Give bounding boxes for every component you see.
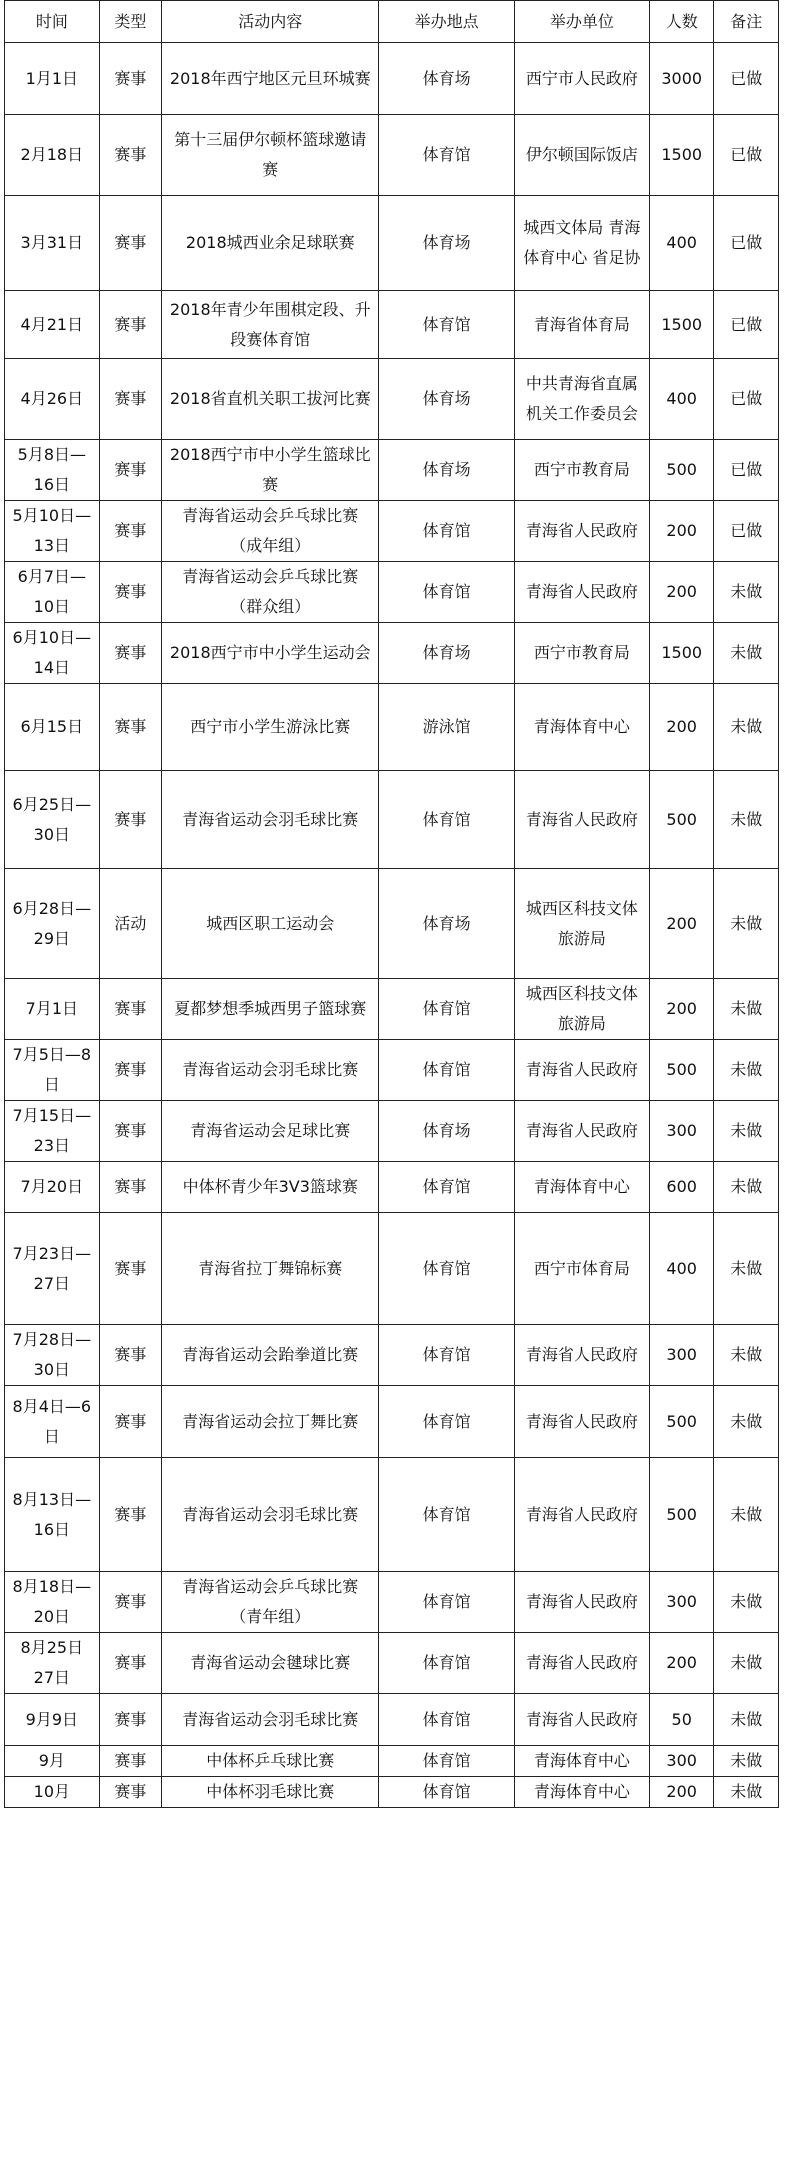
table-row <box>5 43 779 115</box>
table-row <box>5 1633 779 1694</box>
cell-activity: 青海省运动会跆拳道比赛 <box>162 1325 379 1386</box>
header-venue: 举办地点 <box>379 1 514 43</box>
cell-note: 未做 <box>714 684 779 771</box>
cell-organizer: 青海体育中心 <box>514 1746 649 1777</box>
cell-date: 5月10日—13日 <box>5 501 100 562</box>
cell-note: 未做 <box>714 1633 779 1694</box>
cell-organizer: 西宁市人民政府 <box>514 43 649 115</box>
cell-type: 活动 <box>99 869 161 979</box>
cell-date: 8月4日—6日 <box>5 1386 100 1458</box>
cell-date: 7月20日 <box>5 1162 100 1213</box>
cell-activity: 西宁市小学生游泳比赛 <box>162 684 379 771</box>
cell-organizer: 青海省人民政府 <box>514 1572 649 1633</box>
cell-venue: 体育馆 <box>379 1213 514 1325</box>
cell-activity: 青海省运动会乒乓球比赛（成年组） <box>162 501 379 562</box>
cell-activity: 2018西宁市中小学生篮球比赛 <box>162 440 379 501</box>
cell-date: 7月5日—8日 <box>5 1040 100 1101</box>
cell-note: 已做 <box>714 291 779 359</box>
cell-activity: 青海省运动会足球比赛 <box>162 1101 379 1162</box>
cell-venue: 体育馆 <box>379 1162 514 1213</box>
cell-organizer: 西宁市教育局 <box>514 440 649 501</box>
cell-venue: 体育场 <box>379 623 514 684</box>
cell-count: 1500 <box>649 291 714 359</box>
cell-venue: 体育馆 <box>379 1694 514 1746</box>
cell-venue: 体育场 <box>379 359 514 440</box>
cell-note: 未做 <box>714 1746 779 1777</box>
cell-type: 赛事 <box>99 359 161 440</box>
cell-venue: 体育馆 <box>379 1386 514 1458</box>
cell-organizer: 城西区科技文体旅游局 <box>514 869 649 979</box>
cell-type: 赛事 <box>99 1325 161 1386</box>
cell-venue: 游泳馆 <box>379 684 514 771</box>
cell-organizer: 青海体育中心 <box>514 1162 649 1213</box>
cell-note: 已做 <box>714 115 779 196</box>
cell-count: 400 <box>649 1213 714 1325</box>
cell-note: 已做 <box>714 196 779 291</box>
cell-count: 500 <box>649 1040 714 1101</box>
cell-type: 赛事 <box>99 1746 161 1777</box>
cell-date: 3月31日 <box>5 196 100 291</box>
cell-type: 赛事 <box>99 501 161 562</box>
cell-count: 600 <box>649 1162 714 1213</box>
cell-organizer: 西宁市体育局 <box>514 1213 649 1325</box>
cell-organizer: 伊尔顿国际饭店 <box>514 115 649 196</box>
cell-type: 赛事 <box>99 1694 161 1746</box>
table-row <box>5 869 779 979</box>
cell-type: 赛事 <box>99 196 161 291</box>
cell-activity: 2018年青少年围棋定段、升段赛体育馆 <box>162 291 379 359</box>
cell-count: 300 <box>649 1746 714 1777</box>
cell-type: 赛事 <box>99 979 161 1040</box>
cell-type: 赛事 <box>99 562 161 623</box>
cell-count: 300 <box>649 1325 714 1386</box>
table-row <box>5 979 779 1040</box>
cell-organizer: 青海体育中心 <box>514 1777 649 1808</box>
cell-organizer: 青海省人民政府 <box>514 1101 649 1162</box>
cell-note: 已做 <box>714 43 779 115</box>
table-row <box>5 1458 779 1572</box>
table-row <box>5 115 779 196</box>
cell-venue: 体育馆 <box>379 1777 514 1808</box>
header-count: 人数 <box>649 1 714 43</box>
cell-date: 6月10日—14日 <box>5 623 100 684</box>
cell-organizer: 青海省人民政府 <box>514 562 649 623</box>
cell-note: 未做 <box>714 869 779 979</box>
cell-note: 未做 <box>714 1040 779 1101</box>
cell-count: 200 <box>649 501 714 562</box>
cell-date: 7月28日—30日 <box>5 1325 100 1386</box>
cell-type: 赛事 <box>99 771 161 869</box>
cell-count: 200 <box>649 562 714 623</box>
cell-venue: 体育馆 <box>379 1572 514 1633</box>
cell-type: 赛事 <box>99 1101 161 1162</box>
cell-note: 已做 <box>714 501 779 562</box>
cell-count: 200 <box>649 1777 714 1808</box>
cell-type: 赛事 <box>99 1040 161 1101</box>
cell-count: 500 <box>649 771 714 869</box>
cell-activity: 第十三届伊尔顿杯篮球邀请赛 <box>162 115 379 196</box>
cell-activity: 青海省运动会乒乓球比赛（青年组） <box>162 1572 379 1633</box>
cell-type: 赛事 <box>99 1458 161 1572</box>
cell-organizer: 青海省人民政府 <box>514 1633 649 1694</box>
table-row <box>5 1101 779 1162</box>
header-organizer: 举办单位 <box>514 1 649 43</box>
cell-note: 未做 <box>714 979 779 1040</box>
table-row <box>5 1746 779 1777</box>
cell-note: 未做 <box>714 1572 779 1633</box>
cell-count: 500 <box>649 1386 714 1458</box>
cell-venue: 体育馆 <box>379 115 514 196</box>
cell-type: 赛事 <box>99 440 161 501</box>
table-body <box>5 43 779 1808</box>
cell-organizer: 青海省体育局 <box>514 291 649 359</box>
header-type: 类型 <box>99 1 161 43</box>
cell-organizer: 青海省人民政府 <box>514 1694 649 1746</box>
cell-count: 400 <box>649 196 714 291</box>
cell-activity: 中体杯羽毛球比赛 <box>162 1777 379 1808</box>
cell-count: 200 <box>649 684 714 771</box>
cell-count: 500 <box>649 440 714 501</box>
cell-organizer: 城西文体局 青海体育中心 省足协 <box>514 196 649 291</box>
cell-organizer: 青海省人民政府 <box>514 771 649 869</box>
cell-activity: 青海省拉丁舞锦标赛 <box>162 1213 379 1325</box>
cell-activity: 中体杯乒乓球比赛 <box>162 1746 379 1777</box>
cell-count: 50 <box>649 1694 714 1746</box>
header-activity: 活动内容 <box>162 1 379 43</box>
cell-activity: 2018城西业余足球联赛 <box>162 196 379 291</box>
table-row <box>5 623 779 684</box>
cell-type: 赛事 <box>99 1572 161 1633</box>
cell-venue: 体育场 <box>379 43 514 115</box>
table-row <box>5 1213 779 1325</box>
header-row <box>5 1 779 43</box>
header-date: 时间 <box>5 1 100 43</box>
cell-note: 未做 <box>714 1694 779 1746</box>
cell-venue: 体育馆 <box>379 1458 514 1572</box>
cell-note: 未做 <box>714 1213 779 1325</box>
table-row <box>5 1386 779 1458</box>
cell-activity: 青海省运动会羽毛球比赛 <box>162 1040 379 1101</box>
cell-activity: 青海省运动会羽毛球比赛 <box>162 771 379 869</box>
cell-note: 未做 <box>714 1386 779 1458</box>
cell-count: 1500 <box>649 623 714 684</box>
cell-organizer: 青海省人民政府 <box>514 501 649 562</box>
events-table <box>4 0 779 1808</box>
cell-date: 4月21日 <box>5 291 100 359</box>
table-row <box>5 1694 779 1746</box>
cell-count: 300 <box>649 1572 714 1633</box>
cell-note: 未做 <box>714 1101 779 1162</box>
cell-count: 300 <box>649 1101 714 1162</box>
cell-venue: 体育场 <box>379 196 514 291</box>
cell-organizer: 西宁市教育局 <box>514 623 649 684</box>
cell-organizer: 青海省人民政府 <box>514 1386 649 1458</box>
cell-activity: 中体杯青少年3V3篮球赛 <box>162 1162 379 1213</box>
cell-venue: 体育场 <box>379 869 514 979</box>
cell-type: 赛事 <box>99 43 161 115</box>
cell-note: 已做 <box>714 440 779 501</box>
cell-date: 6月28日—29日 <box>5 869 100 979</box>
table-row <box>5 684 779 771</box>
table-row <box>5 771 779 869</box>
cell-note: 未做 <box>714 1458 779 1572</box>
cell-activity: 青海省运动会拉丁舞比赛 <box>162 1386 379 1458</box>
cell-organizer: 青海省人民政府 <box>514 1325 649 1386</box>
header-note: 备注 <box>714 1 779 43</box>
cell-note: 未做 <box>714 562 779 623</box>
cell-activity: 夏都梦想季城西男子篮球赛 <box>162 979 379 1040</box>
cell-venue: 体育馆 <box>379 501 514 562</box>
cell-type: 赛事 <box>99 291 161 359</box>
table-row <box>5 1325 779 1386</box>
cell-type: 赛事 <box>99 115 161 196</box>
cell-count: 200 <box>649 869 714 979</box>
cell-activity: 2018西宁市中小学生运动会 <box>162 623 379 684</box>
cell-venue: 体育馆 <box>379 1040 514 1101</box>
cell-venue: 体育馆 <box>379 979 514 1040</box>
table-row <box>5 1777 779 1808</box>
cell-type: 赛事 <box>99 684 161 771</box>
cell-date: 7月15日—23日 <box>5 1101 100 1162</box>
table-row <box>5 196 779 291</box>
cell-type: 赛事 <box>99 1633 161 1694</box>
cell-organizer: 中共青海省直属机关工作委员会 <box>514 359 649 440</box>
cell-organizer: 城西区科技文体旅游局 <box>514 979 649 1040</box>
cell-date: 10月 <box>5 1777 100 1808</box>
cell-date: 6月15日 <box>5 684 100 771</box>
cell-activity: 2018省直机关职工拔河比赛 <box>162 359 379 440</box>
cell-count: 1500 <box>649 115 714 196</box>
cell-venue: 体育馆 <box>379 1633 514 1694</box>
cell-activity: 青海省运动会羽毛球比赛 <box>162 1458 379 1572</box>
cell-organizer: 青海体育中心 <box>514 684 649 771</box>
cell-venue: 体育馆 <box>379 771 514 869</box>
cell-count: 3000 <box>649 43 714 115</box>
table-row <box>5 440 779 501</box>
cell-venue: 体育馆 <box>379 562 514 623</box>
table-row <box>5 1040 779 1101</box>
cell-note: 未做 <box>714 623 779 684</box>
cell-date: 9月9日 <box>5 1694 100 1746</box>
cell-type: 赛事 <box>99 1777 161 1808</box>
cell-date: 2月18日 <box>5 115 100 196</box>
cell-date: 9月 <box>5 1746 100 1777</box>
cell-date: 6月7日—10日 <box>5 562 100 623</box>
table-row <box>5 291 779 359</box>
cell-type: 赛事 <box>99 1162 161 1213</box>
table-row <box>5 359 779 440</box>
cell-venue: 体育场 <box>379 440 514 501</box>
cell-venue: 体育馆 <box>379 291 514 359</box>
cell-note: 未做 <box>714 1162 779 1213</box>
cell-count: 200 <box>649 1633 714 1694</box>
table-row <box>5 501 779 562</box>
cell-note: 未做 <box>714 1325 779 1386</box>
cell-type: 赛事 <box>99 623 161 684</box>
table-row <box>5 1162 779 1213</box>
cell-organizer: 青海省人民政府 <box>514 1040 649 1101</box>
cell-type: 赛事 <box>99 1213 161 1325</box>
cell-type: 赛事 <box>99 1386 161 1458</box>
cell-date: 7月1日 <box>5 979 100 1040</box>
cell-date: 8月18日—20日 <box>5 1572 100 1633</box>
cell-venue: 体育场 <box>379 1101 514 1162</box>
cell-count: 500 <box>649 1458 714 1572</box>
cell-note: 未做 <box>714 1777 779 1808</box>
cell-date: 1月1日 <box>5 43 100 115</box>
cell-note: 已做 <box>714 359 779 440</box>
cell-count: 200 <box>649 979 714 1040</box>
cell-activity: 青海省运动会乒乓球比赛（群众组） <box>162 562 379 623</box>
cell-organizer: 青海省人民政府 <box>514 1458 649 1572</box>
table-row <box>5 562 779 623</box>
cell-date: 8月25日27日 <box>5 1633 100 1694</box>
cell-date: 8月13日—16日 <box>5 1458 100 1572</box>
cell-date: 6月25日—30日 <box>5 771 100 869</box>
cell-date: 7月23日—27日 <box>5 1213 100 1325</box>
cell-activity: 青海省运动会羽毛球比赛 <box>162 1694 379 1746</box>
cell-venue: 体育馆 <box>379 1746 514 1777</box>
cell-activity: 2018年西宁地区元旦环城赛 <box>162 43 379 115</box>
cell-activity: 青海省运动会毽球比赛 <box>162 1633 379 1694</box>
table-row <box>5 1572 779 1633</box>
cell-count: 400 <box>649 359 714 440</box>
cell-activity: 城西区职工运动会 <box>162 869 379 979</box>
cell-note: 未做 <box>714 771 779 869</box>
cell-venue: 体育馆 <box>379 1325 514 1386</box>
cell-date: 4月26日 <box>5 359 100 440</box>
cell-date: 5月8日—16日 <box>5 440 100 501</box>
